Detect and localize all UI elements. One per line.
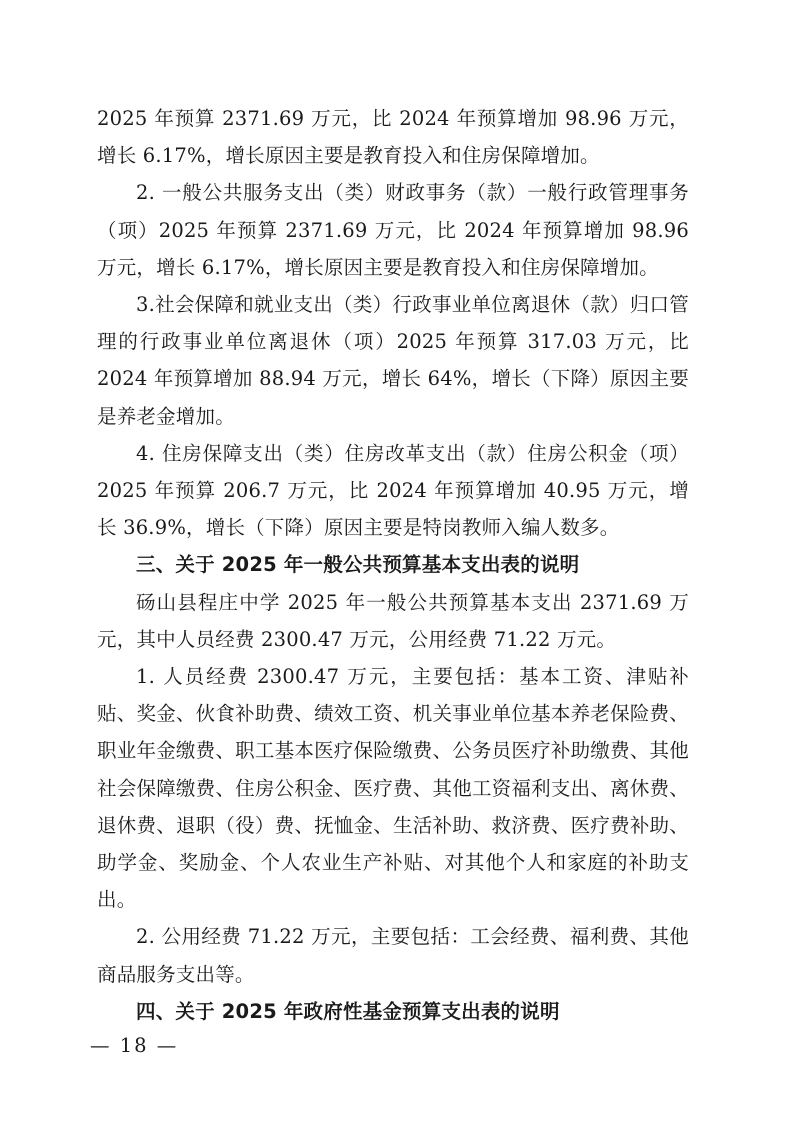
section-heading-4: 四、关于 2025 年政府性基金预算支出表的说明 [136,999,560,1023]
page-number: — 18 — [90,1034,179,1057]
paragraph-item-4: 4. 住房保障支出（类）住房改革支出（款）住房公积金（项）2025 年预算 206.7 万元，比 2024 年预算增加 40.95 万元，增长 36.9%，增长（下降）原因主要是特岗教师入编人数多。 [97,441,689,540]
paragraph-continuation: 2025 年预算 2371.69 万元，比 2024 年预算增加 98.96 万元，增长 6.17%，增长原因主要是教育投入和住房保障增加。 [97,107,689,168]
paragraph-item-2: 2. 一般公共服务支出（类）财政事务（款）一般行政管理事务（项）2025 年预算 2371.69 万元，比 2024 年预算增加 98.96 万元，增长 6.17%，增长原因主要是教育投入和住房保障增加。 [97,181,689,279]
paragraph-public-expenses: 2. 公用经费 71.22 万元，主要包括：工会经费、福利费、其他商品服务支出等。 [97,925,689,986]
paragraph-personnel-expenses: 1. 人员经费 2300.47 万元，主要包括：基本工资、津贴补贴、奖金、伙食补助费、绩效工资、机关事业单位基本养老保险费、职业年金缴费、职工基本医疗保险缴费、公务员医疗补助缴费、其他社会保障缴费、住房公积金、医疗费、其他工资福利支出、离休费、退休费、退职（役）费、抚恤金、生活补助、救济费、医疗费补助、助学金、奖励金、个人农业生产补贴、对其他个人和家庭的补助支出。 [97,665,689,912]
paragraph-item-3: 3.社会保障和就业支出（类）行政事业单位离退休（款）归口管理的行政事业单位离退休（项）2025 年预算 317.03 万元，比 2024 年预算增加 88.94 万元，增长 64%，增长（下降）原因主要是养老金增加。 [97,293,689,428]
paragraph-basic-expenditure-summary: 砀山县程庄中学 2025 年一般公共预算基本支出 2371.69 万元，其中人员经费 2300.47 万元，公用经费 71.22 万元。 [97,590,689,651]
document-body [97,100,689,1030]
section-heading-3: 三、关于 2025 年一般公共预算基本支出表的说明 [136,553,580,577]
